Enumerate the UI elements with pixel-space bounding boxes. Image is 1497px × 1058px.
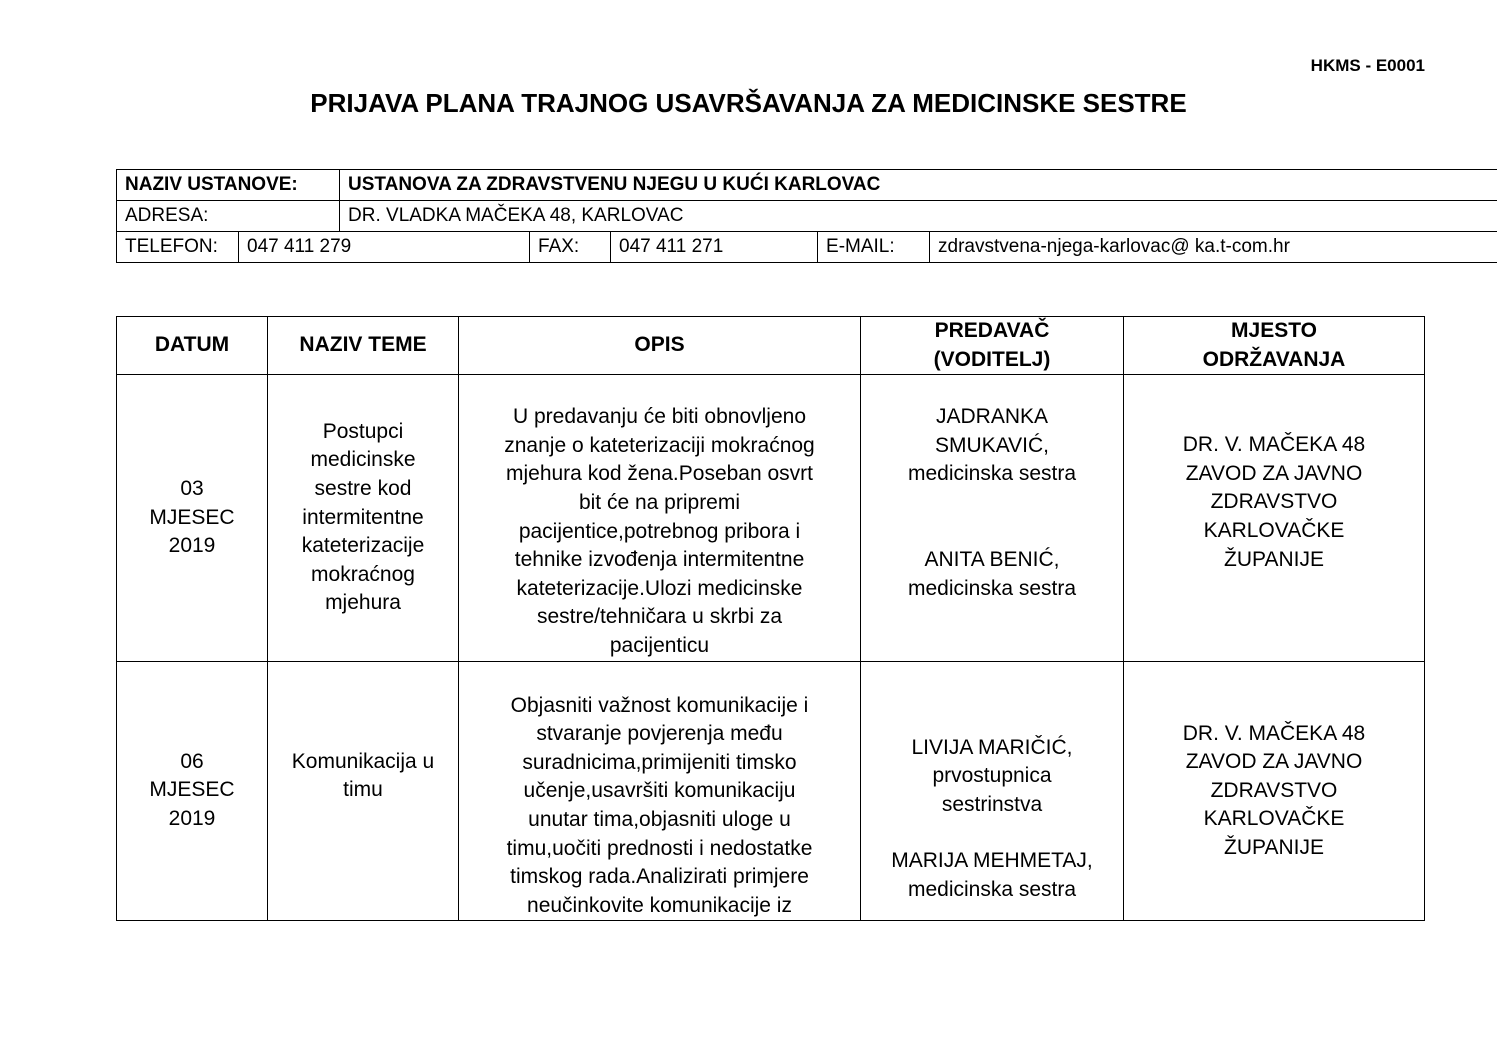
- document-code: HKMS - E0001: [1310, 56, 1425, 75]
- institution-address-value: DR. VLADKA MAČEKA 48, KARLOVAC: [340, 201, 1497, 232]
- institution-name-value: USTANOVA ZA ZDRAVSTVENU NJEGU U KUĆI KARLOVAC: [340, 170, 1497, 201]
- institution-address-label: ADRESA:: [117, 201, 340, 232]
- cell-datum: 03 MJESEC 2019: [117, 375, 268, 661]
- phone-value: 047 411 279: [239, 232, 530, 263]
- institution-contact-row: [117, 232, 1497, 263]
- email-value: zdravstvena-njega-karlovac@ ka.t-com.hr: [930, 232, 1497, 263]
- institution-name-row: [117, 170, 1497, 201]
- cell-naziv-teme: Postupci medicinske sestre kod intermitentne kateterizacije mokraćnog mjehura: [268, 375, 459, 661]
- header-naziv-teme: NAZIV TEME: [268, 317, 459, 375]
- fax-label: FAX:: [530, 232, 611, 263]
- institution-info-table: [116, 169, 1497, 263]
- email-label: E-MAIL:: [818, 232, 930, 263]
- cell-predavac: JADRANKA SMUKAVIĆ, medicinska sestra ANITA BENIĆ, medicinska sestra: [861, 375, 1124, 661]
- header-predavac: PREDAVAČ (VODITELJ): [861, 317, 1124, 375]
- table-row: [117, 375, 1425, 661]
- training-plan-table: [116, 316, 1425, 921]
- table-row: [117, 661, 1425, 921]
- header-datum: DATUM: [117, 317, 268, 375]
- cell-mjesto: DR. V. MAČEKA 48 ZAVOD ZA JAVNO ZDRAVSTVO KARLOVAČKE ŽUPANIJE: [1124, 375, 1425, 661]
- cell-mjesto: DR. V. MAČEKA 48 ZAVOD ZA JAVNO ZDRAVSTVO KARLOVAČKE ŽUPANIJE: [1124, 661, 1425, 921]
- cell-datum: 06 MJESEC 2019: [117, 661, 268, 921]
- cell-naziv-teme: Komunikacija u timu: [268, 661, 459, 921]
- document-title: PRIJAVA PLANA TRAJNOG USAVRŠAVANJA ZA MEDICINSKE SESTRE: [310, 88, 1187, 118]
- plan-header-row: [117, 317, 1425, 375]
- fax-value: 047 411 271: [611, 232, 818, 263]
- phone-label: TELEFON:: [117, 232, 239, 263]
- cell-predavac: LIVIJA MARIČIĆ, prvostupnica sestrinstva MARIJA MEHMETAJ, medicinska sestra: [861, 661, 1124, 921]
- cell-opis: U predavanju će biti obnovljeno znanje o kateterizaciji mokraćnog mjehura kod žena.Poseban osvrt bit će na pripremi pacijentice,potrebnog pribora i tehnike izvođenja intermitentne kateterizacije.Ulozi medicinske sestre/tehničara u skrbi za pacijenticu: [459, 375, 861, 661]
- institution-name-label: NAZIV USTANOVE:: [117, 170, 340, 201]
- header-mjesto: MJESTO ODRŽAVANJA: [1124, 317, 1425, 375]
- cell-opis: Objasniti važnost komunikacije i stvaranje povjerenja među suradnicima,primijeniti timsko učenje,usavršiti komunikaciju unutar tima,objasniti uloge u timu,uočiti prednosti i nedostatke timskog rada.Analizirati primjere neučinkovite komunikacije iz: [459, 661, 861, 921]
- institution-address-row: [117, 201, 1497, 232]
- header-opis: OPIS: [459, 317, 861, 375]
